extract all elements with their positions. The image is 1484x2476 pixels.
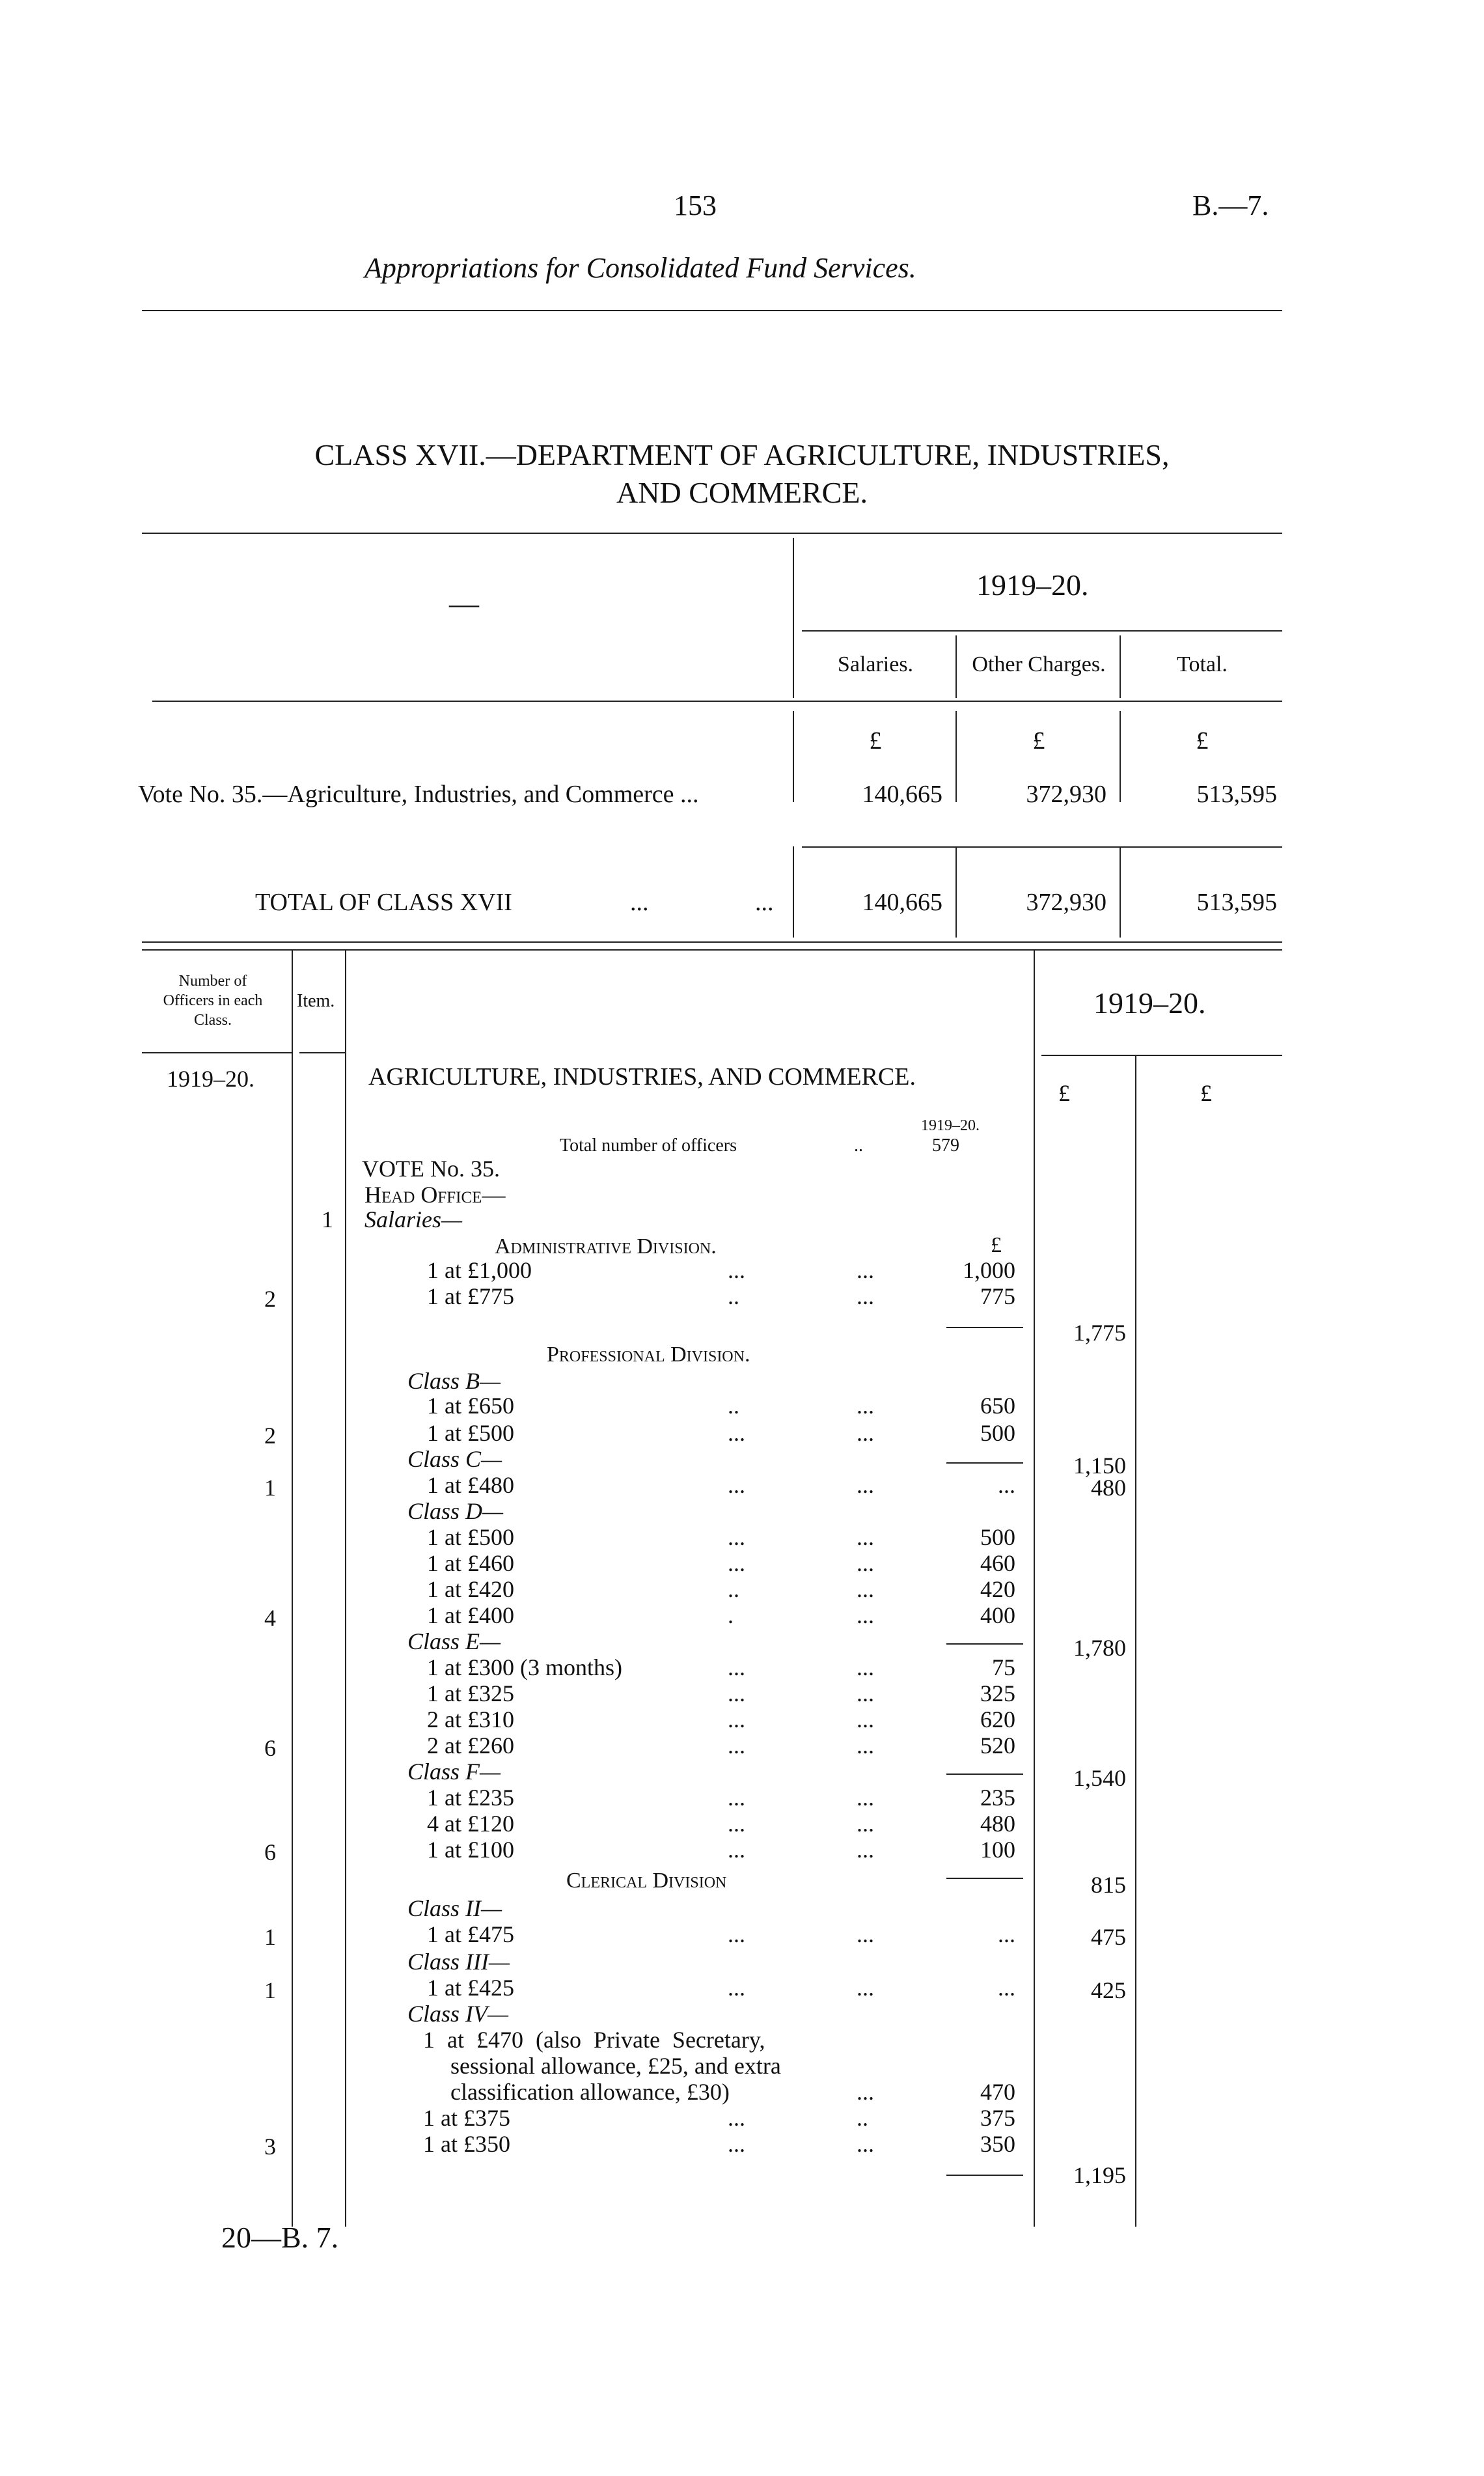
vote-row-label: Vote No. 35.—Agriculture, Industries, and Commerce ... (138, 781, 699, 808)
salary-amount: 480 (980, 1811, 1015, 1837)
leader-dots: ... (857, 1420, 874, 1446)
leader-dots: . (728, 1602, 734, 1628)
leader-dots: ... (728, 1921, 745, 1947)
total-officers-label: Total number of officers (560, 1135, 737, 1156)
salary-line: 1 at £375 (423, 2105, 510, 2131)
leader-dots: ... (857, 1550, 874, 1576)
vote-row-salaries: 140,665 (862, 781, 942, 808)
leader-dots: .. (728, 1393, 739, 1419)
total-row-salaries: 140,665 (862, 889, 942, 916)
salary-line: 2 at £260 (427, 1732, 514, 1759)
currency-col2: £ (1200, 1080, 1212, 1106)
currency-total: £ (1196, 727, 1209, 755)
leader-dots: ... (857, 2079, 874, 2105)
officers-count: 4 (264, 1605, 276, 1631)
leader-dots: ... (857, 1602, 874, 1628)
class-label: Class II— (407, 1895, 502, 1921)
subtotal: 425 (1091, 1977, 1126, 2003)
leader-dots: ... (728, 2105, 745, 2131)
leader-dots: ... (728, 1837, 745, 1863)
leader-dots: ... (857, 1654, 874, 1680)
salary-line: 1 at £460 (427, 1550, 514, 1576)
leader-dots: ... (857, 1732, 874, 1759)
page-subtitle: Appropriations for Consolidated Fund Services. (364, 252, 916, 284)
subtotal: 1,195 (1073, 2162, 1126, 2188)
leader-dots: ... (728, 2131, 745, 2157)
detail-year-header: 1919–20. (1093, 986, 1206, 1020)
leader-dots: ... (728, 1654, 745, 1680)
class-label: Class D— (407, 1498, 504, 1524)
officers-column-header: Number of Officers in each Class. (163, 973, 263, 1029)
salary-line: 1 at £500 (427, 1524, 514, 1550)
salary-line: 1 at £300 (3 months) (427, 1654, 622, 1680)
leader-dots: ... (857, 1811, 874, 1837)
salary-line: 1 at £400 (427, 1602, 514, 1628)
leader-dots: ... (857, 1524, 874, 1550)
officers-count: 1 (264, 1924, 276, 1950)
subtotal: 475 (1091, 1924, 1126, 1950)
leader-dots: .. (728, 1283, 739, 1309)
leader-dots: ... (857, 2131, 874, 2157)
professional-division-title: Professional Division. (547, 1342, 750, 1367)
leader-dots: ... (857, 1393, 874, 1419)
class-label: Class E— (407, 1628, 501, 1654)
salary-amount: 650 (980, 1393, 1015, 1419)
salary-line: 1 at £425 (427, 1975, 514, 2001)
leader-dots: ... (857, 1680, 874, 1706)
page-signature: 20—B. 7. (221, 2221, 339, 2254)
salary-line: 1 at £470 (also Private Secretary, (423, 2027, 765, 2053)
leader-dots: ... (857, 1921, 874, 1947)
salary-line: 1 at £775 (427, 1283, 514, 1309)
class-title-line1: CLASS XVII.—DEPARTMENT OF AGRICULTURE, INDUSTRIES, (314, 438, 1170, 471)
subtotal: 1,775 (1073, 1320, 1126, 1346)
salary-line: sessional allowance, £25, and extra (450, 2053, 781, 2079)
leader-dots: ... (728, 1811, 745, 1837)
leader-dots: ... (857, 1257, 874, 1283)
page-number: 153 (674, 189, 717, 221)
salary-line: 1 at £420 (427, 1576, 514, 1602)
officers-year: 1919–20. (167, 1066, 254, 1092)
leader-dots: ... (857, 1837, 874, 1863)
item-number: 1 (322, 1206, 333, 1232)
salary-amount: 460 (980, 1550, 1015, 1576)
total-row-other: 372,930 (1026, 889, 1106, 916)
vote-number: VOTE No. 35. (362, 1156, 500, 1182)
head-office: Head Office— (364, 1182, 506, 1208)
class-label: Class F— (407, 1759, 501, 1785)
salary-amount: 420 (980, 1576, 1015, 1602)
leader-dots: ... (857, 1576, 874, 1602)
salary-amount: 235 (980, 1785, 1015, 1811)
salary-amount: 350 (980, 2131, 1015, 2157)
document-code: B.—7. (1192, 189, 1269, 221)
salary-amount: ... (998, 1921, 1015, 1947)
salary-line: 2 at £310 (427, 1706, 514, 1732)
item-column-header: Item. (297, 991, 335, 1011)
officers-count: 2 (264, 1286, 276, 1312)
salary-amount: 100 (980, 1837, 1015, 1863)
salary-line: classification allowance, £30) (450, 2079, 730, 2105)
salary-line: 1 at £475 (427, 1921, 514, 1947)
class-label: Class III— (407, 1949, 510, 1975)
col-salaries: Salaries. (837, 652, 914, 676)
total-officers-dots: .. (854, 1135, 863, 1156)
subtotal: 815 (1091, 1872, 1126, 1898)
subtotal: 1,780 (1073, 1635, 1126, 1661)
currency-salaries: £ (869, 727, 882, 755)
salary-amount: 520 (980, 1732, 1015, 1759)
salary-amount: 1,000 (963, 1257, 1015, 1283)
leader-dots: ... (728, 1785, 745, 1811)
total-row-dots: ... (630, 889, 649, 916)
officers-count: 3 (264, 2134, 276, 2160)
vote-row-total: 513,595 (1196, 781, 1277, 808)
leader-dots: ... (857, 1785, 874, 1811)
salary-amount: 325 (980, 1680, 1015, 1706)
salary-line: 1 at £1,000 (427, 1257, 532, 1283)
total-officers-year: 1919–20. (921, 1117, 980, 1134)
leader-dots: .. (857, 2105, 868, 2131)
officers-count: 6 (264, 1839, 276, 1865)
total-row-total: 513,595 (1196, 889, 1277, 916)
summary-dash: — (449, 587, 479, 620)
leader-dots: ... (728, 1732, 745, 1759)
salary-line: 1 at £650 (427, 1393, 514, 1419)
subtotal: 480 (1091, 1475, 1126, 1501)
officers-count: 6 (264, 1735, 276, 1761)
leader-dots: ... (857, 1283, 874, 1309)
salary-amount: 775 (980, 1283, 1015, 1309)
salary-amount: 470 (980, 2079, 1015, 2105)
salary-amount: 75 (992, 1654, 1015, 1680)
officers-count: 1 (264, 1475, 276, 1501)
leader-dots: ... (728, 1975, 745, 2001)
col-other-charges: Other Charges. (972, 652, 1106, 676)
officers-count: 1 (264, 1977, 276, 2003)
salary-line: 1 at £350 (423, 2131, 510, 2157)
admin-division-title: Administrative Division. (495, 1234, 717, 1259)
salary-line: 1 at £235 (427, 1785, 514, 1811)
summary-year-header: 1919–20. (976, 568, 1089, 602)
salary-amount: 500 (980, 1524, 1015, 1550)
total-row-dots: ... (755, 889, 774, 916)
salary-amount: 620 (980, 1706, 1015, 1732)
class-label: Class C— (407, 1446, 502, 1472)
salary-amount: ... (998, 1472, 1015, 1498)
leader-dots: ... (728, 1706, 745, 1732)
salary-line: 1 at £500 (427, 1420, 514, 1446)
vote-row-other: 372,930 (1026, 781, 1106, 808)
leader-dots: .. (728, 1576, 739, 1602)
salary-line: 1 at £325 (427, 1680, 514, 1706)
leader-dots: ... (857, 1472, 874, 1498)
class-title-line2: AND COMMERCE. (616, 476, 868, 509)
leader-dots: ... (857, 1975, 874, 2001)
salary-amount: ... (998, 1975, 1015, 2001)
leader-dots: ... (728, 1257, 745, 1283)
salary-line: 1 at £480 (427, 1472, 514, 1498)
leader-dots: ... (728, 1680, 745, 1706)
salary-amount: 375 (980, 2105, 1015, 2131)
header-rule (142, 310, 1282, 311)
leader-dots: ... (857, 1706, 874, 1732)
currency-col1: £ (1058, 1080, 1070, 1106)
subtotal: 1,150 (1073, 1453, 1126, 1479)
section-title: AGRICULTURE, INDUSTRIES, AND COMMERCE. (368, 1063, 916, 1091)
salary-line: 4 at £120 (427, 1811, 514, 1837)
col-total: Total. (1177, 652, 1228, 676)
salary-line: 1 at £100 (427, 1837, 514, 1863)
salaries-label: Salaries— (364, 1206, 463, 1232)
clerical-division-title: Clerical Division (566, 1869, 727, 1893)
officers-count: 2 (264, 1423, 276, 1449)
class-label: Class IV— (407, 2001, 509, 2027)
leader-dots: ... (728, 1550, 745, 1576)
leader-dots: ... (728, 1524, 745, 1550)
leader-dots: ... (728, 1420, 745, 1446)
subtotal: 1,540 (1073, 1765, 1126, 1791)
class-label: Class B— (407, 1368, 501, 1394)
leader-dots: ... (728, 1472, 745, 1498)
total-row-label: TOTAL OF CLASS XVII (255, 889, 512, 916)
currency-other: £ (1032, 727, 1045, 755)
salary-amount: 400 (980, 1602, 1015, 1628)
total-officers-value: 579 (932, 1135, 959, 1156)
salary-amount: 500 (980, 1420, 1015, 1446)
admin-pound: £ (991, 1233, 1002, 1257)
